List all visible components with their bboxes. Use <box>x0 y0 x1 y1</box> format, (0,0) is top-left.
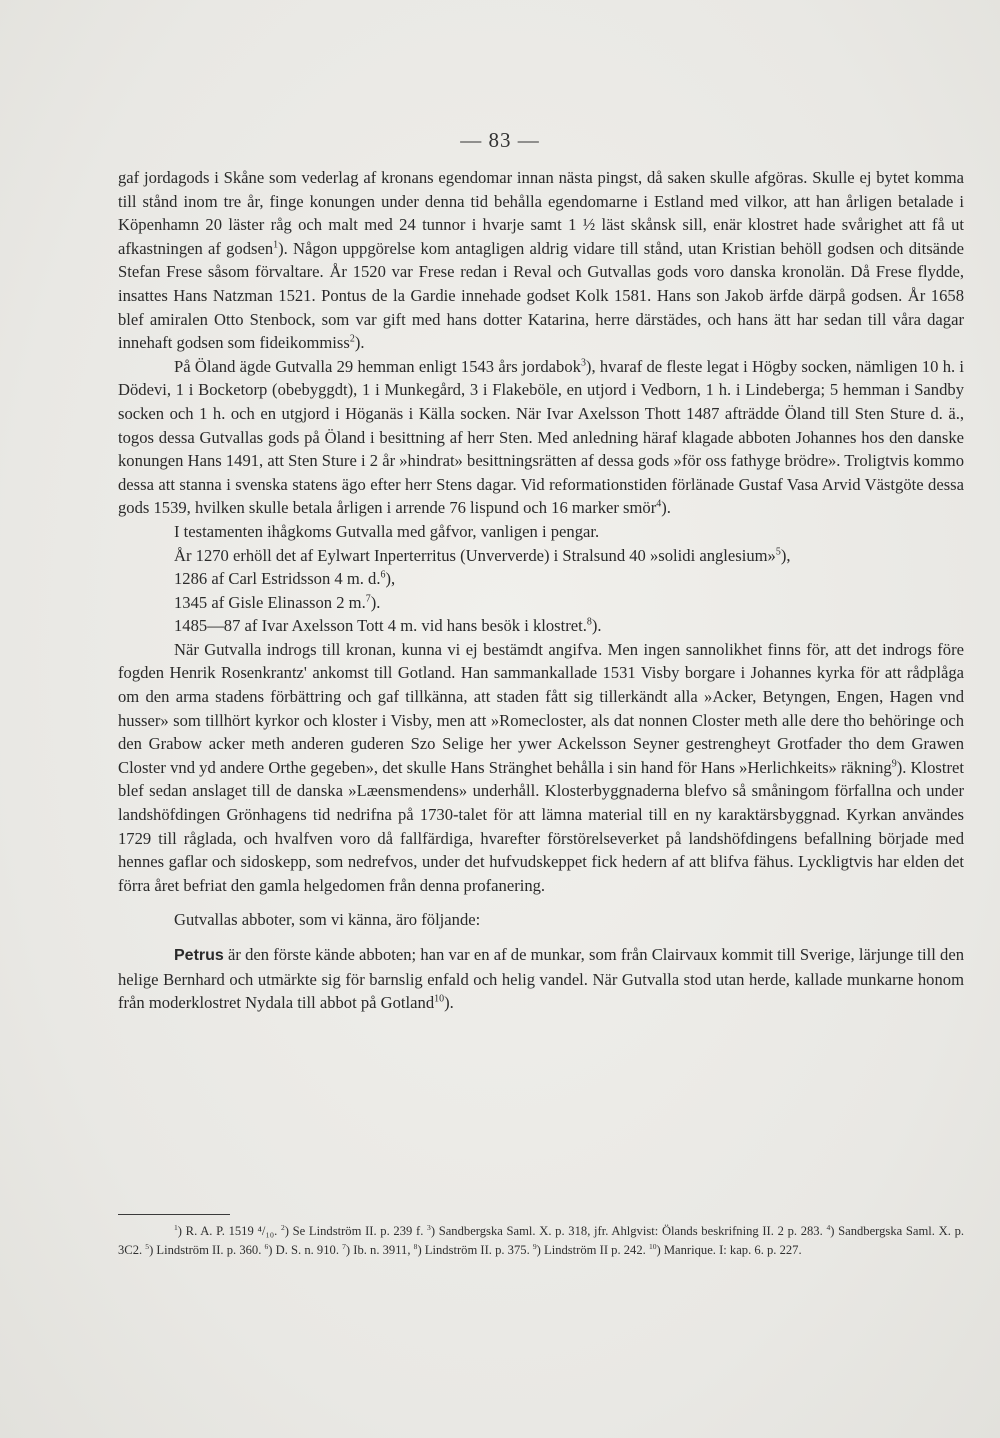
footnote-reference: 5 <box>775 545 781 557</box>
text-run: ), <box>780 545 791 565</box>
paragraph-p8 <box>118 638 964 898</box>
footnote-reference: 1 <box>273 239 279 251</box>
text-run: ). Klostret blef sedan anslaget till de danska »Læensmendens» underhåll. Klosterbyggnaderna blefvo så småningom förfallna och under landshöfdingen Grönhagens tid nedrifna på 1730-talet för att lämna material till en ny karaktärsbyggnad. Kyrkan användes 1729 till råglada, och hvalfven voro då fallfärdiga, hvarefter förstörelseverket på landshöfdingens befallning började med hennes gaflar och sidoskepp, som nedrefvos, under det hufvudskeppet fick hedern af att blifva fähus. Lyckligtvis har elden det förra året befriat den gamla helgedomen från denna profanering. <box>118 757 964 895</box>
text-run: ) Se Lindström II. p. 239 f. <box>284 1224 428 1238</box>
text-run: År 1270 erhöll det af Eylwart Inperterritus (Unververde) i Stralsund 40 »solidi anglesium» <box>174 545 776 565</box>
text-run: ). <box>661 498 671 518</box>
text-run: 1345 af Gisle Elinasson 2 m. <box>174 592 366 612</box>
text-run: ) Ib. n. 3911, <box>345 1242 414 1257</box>
footnote-reference: 3 <box>427 1222 431 1232</box>
text-run: 1485—87 af Ivar Axelsson Tott 4 m. vid hans besök i klostret. <box>174 616 587 636</box>
page-number: — 83 — <box>460 128 540 152</box>
text-run: ) Sandbergska Saml. X. p. 318, jfr. Ahlgvist: Ölands beskrifning II. 2 p. 283. <box>430 1224 827 1238</box>
text-run: är den förste kände abboten; han var en af de munkar, som från Clairvaux kommit till Sverige, lärjunge till den helige Bernhard och utmärkte sig för barnslig enfald och helig vandel. När Gutvalla stod utan herde, kallade munkarne honom från moderklostret Nydala till abbot på Gotland <box>118 945 964 1013</box>
text-run: ). <box>354 333 365 353</box>
text-run: På Öland ägde Gutvalla 29 hemman enligt 1543 års jordabok <box>174 356 581 376</box>
paragraph-p4 <box>118 544 964 568</box>
footnote-reference: 9 <box>891 758 897 770</box>
footnote-reference: 6 <box>264 1241 269 1251</box>
paragraph-p2 <box>118 355 964 520</box>
footnote-reference: 5 <box>145 1241 150 1251</box>
text-run: gaf jordagods i Skåne som vederlag af kronans egendomar innan nästa pingst, då saken skulle afgöras. Skulle ej bytet komma till stånd inom tre år, finge konungen under denna tid behålla egendomarne i Estland med vilkor, att han årligen betalade i Köpenhamn 20 läster råg och malt med 24 tunnor i hvarje samt 1 ½ läst skånsk sill, enär klostret hade svårighet att få ut afkastningen af godsen <box>118 168 964 258</box>
text-run: ) Manrique. I: kap. 6. p. 227. <box>656 1242 802 1257</box>
text-run: ) Lindström II. p. 360. <box>149 1242 265 1257</box>
text-run: ). Någon uppgörelse kom antagligen aldrig vidare till stånd, utan Kristian behöll godsen och ditsände Stefan Frese såsom förvaltare. År 1520 var Frese redan i Reval och Gutvallas gods voro danska kronolän. Då Frese flydde, insattes Hans Natzman 1521. Pontus de la Gardie innehade godset Kolk 1581. Hans son Jakob ärfde därpå godsen. År 1658 blef amiralen Otto Stenbock, som var gift med hans dotter Katarina, herre därstädes, och hans ätt har sedan till våra dagar innehaft godsen som fideikommiss <box>118 238 964 353</box>
text-run: I testamenten ihågkoms Gutvalla med gåfvor, vanligen i pengar. <box>174 521 600 541</box>
body-text <box>118 166 964 1015</box>
footnote-reference: 8 <box>413 1241 418 1251</box>
footnote-reference: 7 <box>365 593 371 605</box>
text-run: ). <box>444 993 454 1013</box>
footnote-reference: 10 <box>648 1241 657 1251</box>
footnote-reference: 2 <box>280 1222 285 1232</box>
footnote-reference: 6 <box>380 569 386 581</box>
footnote-reference: 4 <box>656 498 662 510</box>
text-run: 1286 af Carl Estridsson 4 m. d. <box>174 569 381 589</box>
text-run: ). <box>370 592 381 612</box>
text-run: ) Lindström II p. 242. <box>536 1242 649 1257</box>
paragraph-p6 <box>118 591 964 615</box>
text-run: Gutvallas abboter, som vi känna, äro följande: <box>174 910 481 930</box>
paragraph-p9 <box>118 908 964 932</box>
footnote-reference: 7 <box>342 1241 346 1251</box>
footnote-reference: 10 <box>434 993 445 1005</box>
paragraph-p7 <box>118 614 964 638</box>
paragraph-p3 <box>118 520 964 544</box>
text-run: ), hvaraf de fleste legat i Högby socken, nämligen 10 h. i Dödevi, 1 i Bocketorp (obebyggdt), 1 i Munkegård, 3 i Flakeböle, en utjord i Vedborn, 1 h. i Lindeberga; 5 hemman i Sandby socken och 1 h. och en utgjord i Höganäs i Källa socken. När Ivar Axelsson Thott 1487 afträdde Öland till Sten Sture d. ä., togos dessa Gutvallas gods på Öland i besittning af herr Sten. Med anledning häraf klagade abboten Johannes hos den danske konungen Hans 1491, att Sten Sture i 2 år »hindrat» besittningsrätten af dessa gods »för oss fathyge brödre». Troligtvis kommo dessa att stanna i svenska statens ägo efter herr Stens dagar. Vid reformationstiden förlänade Gustaf Vasa Arvid Västgöte dessa gods 1539, hvilken skulle betala årligen i arrende 76 lispund och 16 marker smör <box>118 356 964 518</box>
footnote-reference: 2 <box>349 333 355 345</box>
bold-name: Petrus <box>174 947 224 964</box>
footnote-paragraph <box>118 1222 964 1259</box>
footnotes <box>118 1222 964 1259</box>
footnote-reference: 1 <box>174 1222 178 1232</box>
text-run: ), <box>385 569 396 589</box>
paragraph-p5 <box>118 567 964 591</box>
text-run: ) R. A. P. 1519 ⁴/₁₀. <box>177 1224 281 1238</box>
text-run: När Gutvalla indrogs till kronan, kunna vi ej bestämdt angifva. Men ingen sannolikhet finns för, att det indrogs före fogden Henrik Rosenkrantz' ankomst till Gotland. Han sammankallade 1531 Visby borgare i Johannes kyrka för att rådplåga om den arma stadens förbättring och gaf tillkänna, att staden fått sig tillerkändt alla »Acker, Betyngen, Engen, Hagen vnd husser» som tillhört kyrkor och kloster i Visby, men att »Romecloster, als dat nonnen Closter meth alle dere tho behöringe och den Grabow acker meth anderen guderen Szo Selige her ywer Ackelsson Seyner gestrengheyt Grotfader tho dem Grawen Closter vnd yd andere Orthe gegeben», det skulle Hans Stränghet behålla i sin hand för Hans »Herlichkeits» räkning <box>118 639 964 777</box>
text-run: ). <box>591 616 602 636</box>
footnote-separator <box>118 1214 230 1215</box>
text-run: ) Lindström II. p. 375. <box>417 1242 533 1257</box>
footnote-reference: 4 <box>826 1222 831 1232</box>
footnote-reference: 8 <box>586 616 592 628</box>
paragraph-p10 <box>118 943 964 1015</box>
text-run: ) Sandbergska Saml. X. p. 3C2. <box>118 1224 965 1257</box>
text-run: ) D. S. n. 910. <box>268 1242 343 1257</box>
footnote-reference: 9 <box>532 1241 537 1251</box>
footnote-reference: 3 <box>580 357 586 369</box>
paragraph-p1 <box>118 166 964 355</box>
